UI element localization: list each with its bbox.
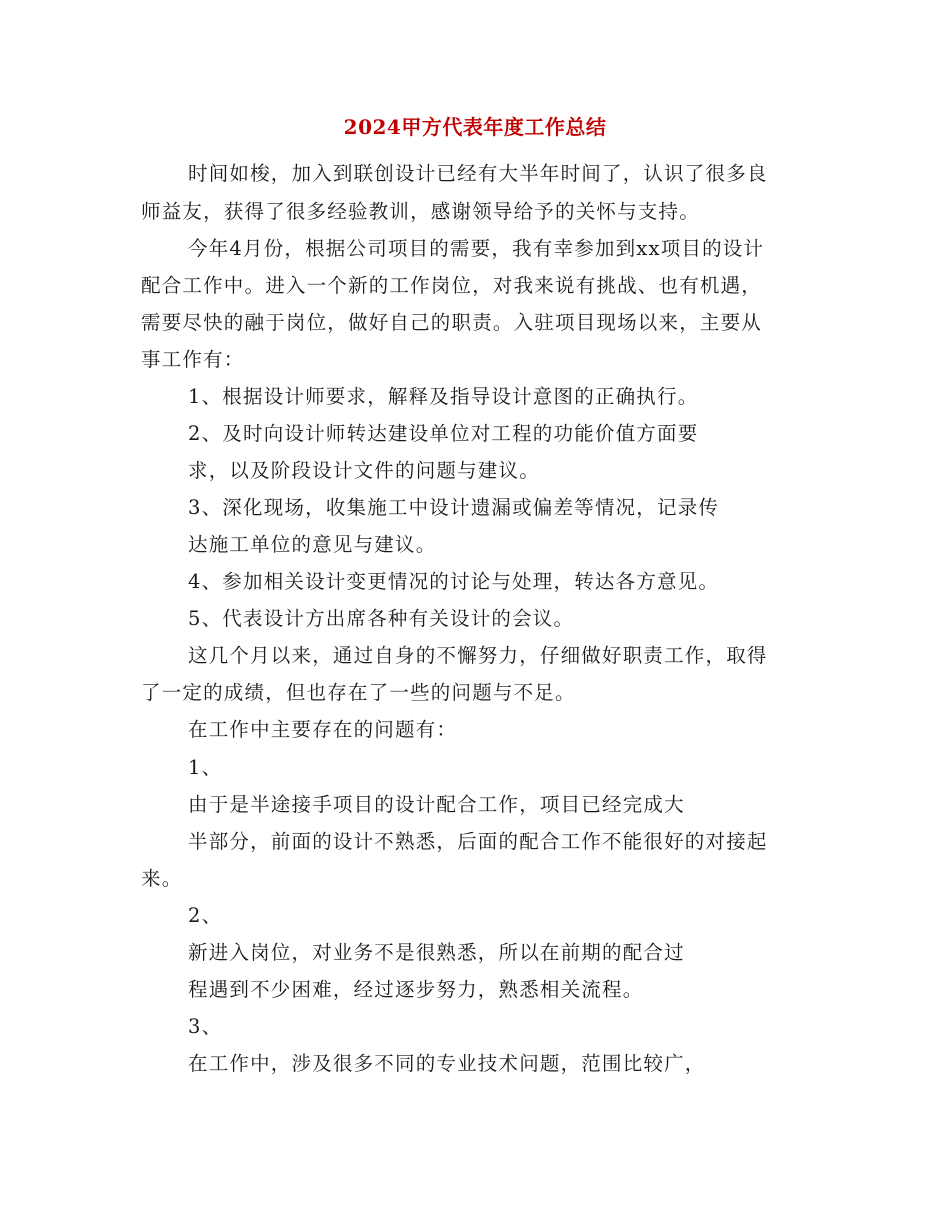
- paragraph-line: 时间如梭，加入到联创设计已经有大半年时间了，认识了很多良: [188, 162, 768, 185]
- paragraph-line: 来。: [141, 867, 183, 890]
- problem-number: 3、: [188, 1015, 223, 1038]
- list-item-continuation: 求，以及阶段设计文件的问题与建议。: [188, 459, 540, 482]
- list-item: 2、及时向设计师转达建设单位对工程的功能价值方面要: [188, 422, 699, 445]
- list-item: 1、根据设计师要求，解释及指导设计意图的正确执行。: [188, 385, 699, 408]
- problem-number: 2、: [188, 904, 223, 927]
- paragraph-line: 配合工作中。进入一个新的工作岗位，对我来说有挑战、也有机遇，: [141, 274, 763, 297]
- list-item: 4、参加相关设计变更情况的讨论与处理，转达各方意见。: [188, 570, 720, 593]
- paragraph-line: 在工作中，涉及很多不同的专业技术问题，范围比较广，: [188, 1052, 706, 1075]
- paragraph-line: 需要尽快的融于岗位，做好自己的职责。入驻项目现场以来，主要从: [141, 311, 763, 334]
- paragraph-line: 由于是半途接手项目的设计配合工作，项目已经完成大: [188, 793, 685, 816]
- paragraph-line: 这几个月以来，通过自身的不懈努力，仔细做好职责工作，取得: [188, 644, 768, 667]
- paragraph-line: 师益友，获得了很多经验教训，感谢领导给予的关怀与支持。: [141, 200, 700, 223]
- paragraph-line: 了一定的成绩，但也存在了一些的问题与不足。: [141, 681, 576, 704]
- paragraph-line: 程遇到不少困难，经过逐步努力，熟悉相关流程。: [188, 978, 644, 1001]
- document-title: 2024甲方代表年度工作总结: [343, 115, 607, 139]
- problem-number: 1、: [188, 756, 223, 779]
- list-item: 5、代表设计方出席各种有关设计的会议。: [188, 607, 575, 630]
- paragraph-line: 在工作中主要存在的问题有：: [188, 718, 458, 741]
- list-item-continuation: 达施工单位的意见与建议。: [188, 533, 437, 556]
- paragraph-line: 新进入岗位，对业务不是很熟悉，所以在前期的配合过: [188, 941, 685, 964]
- paragraph-line: 半部分，前面的设计不熟悉，后面的配合工作不能很好的对接起: [188, 830, 768, 853]
- list-item: 3、深化现场，收集施工中设计遗漏或偏差等情况，记录传: [188, 496, 720, 519]
- paragraph-line: 今年4月份，根据公司项目的需要，我有幸参加到xx项目的设计: [188, 237, 765, 260]
- paragraph-line: 事工作有：: [141, 348, 245, 371]
